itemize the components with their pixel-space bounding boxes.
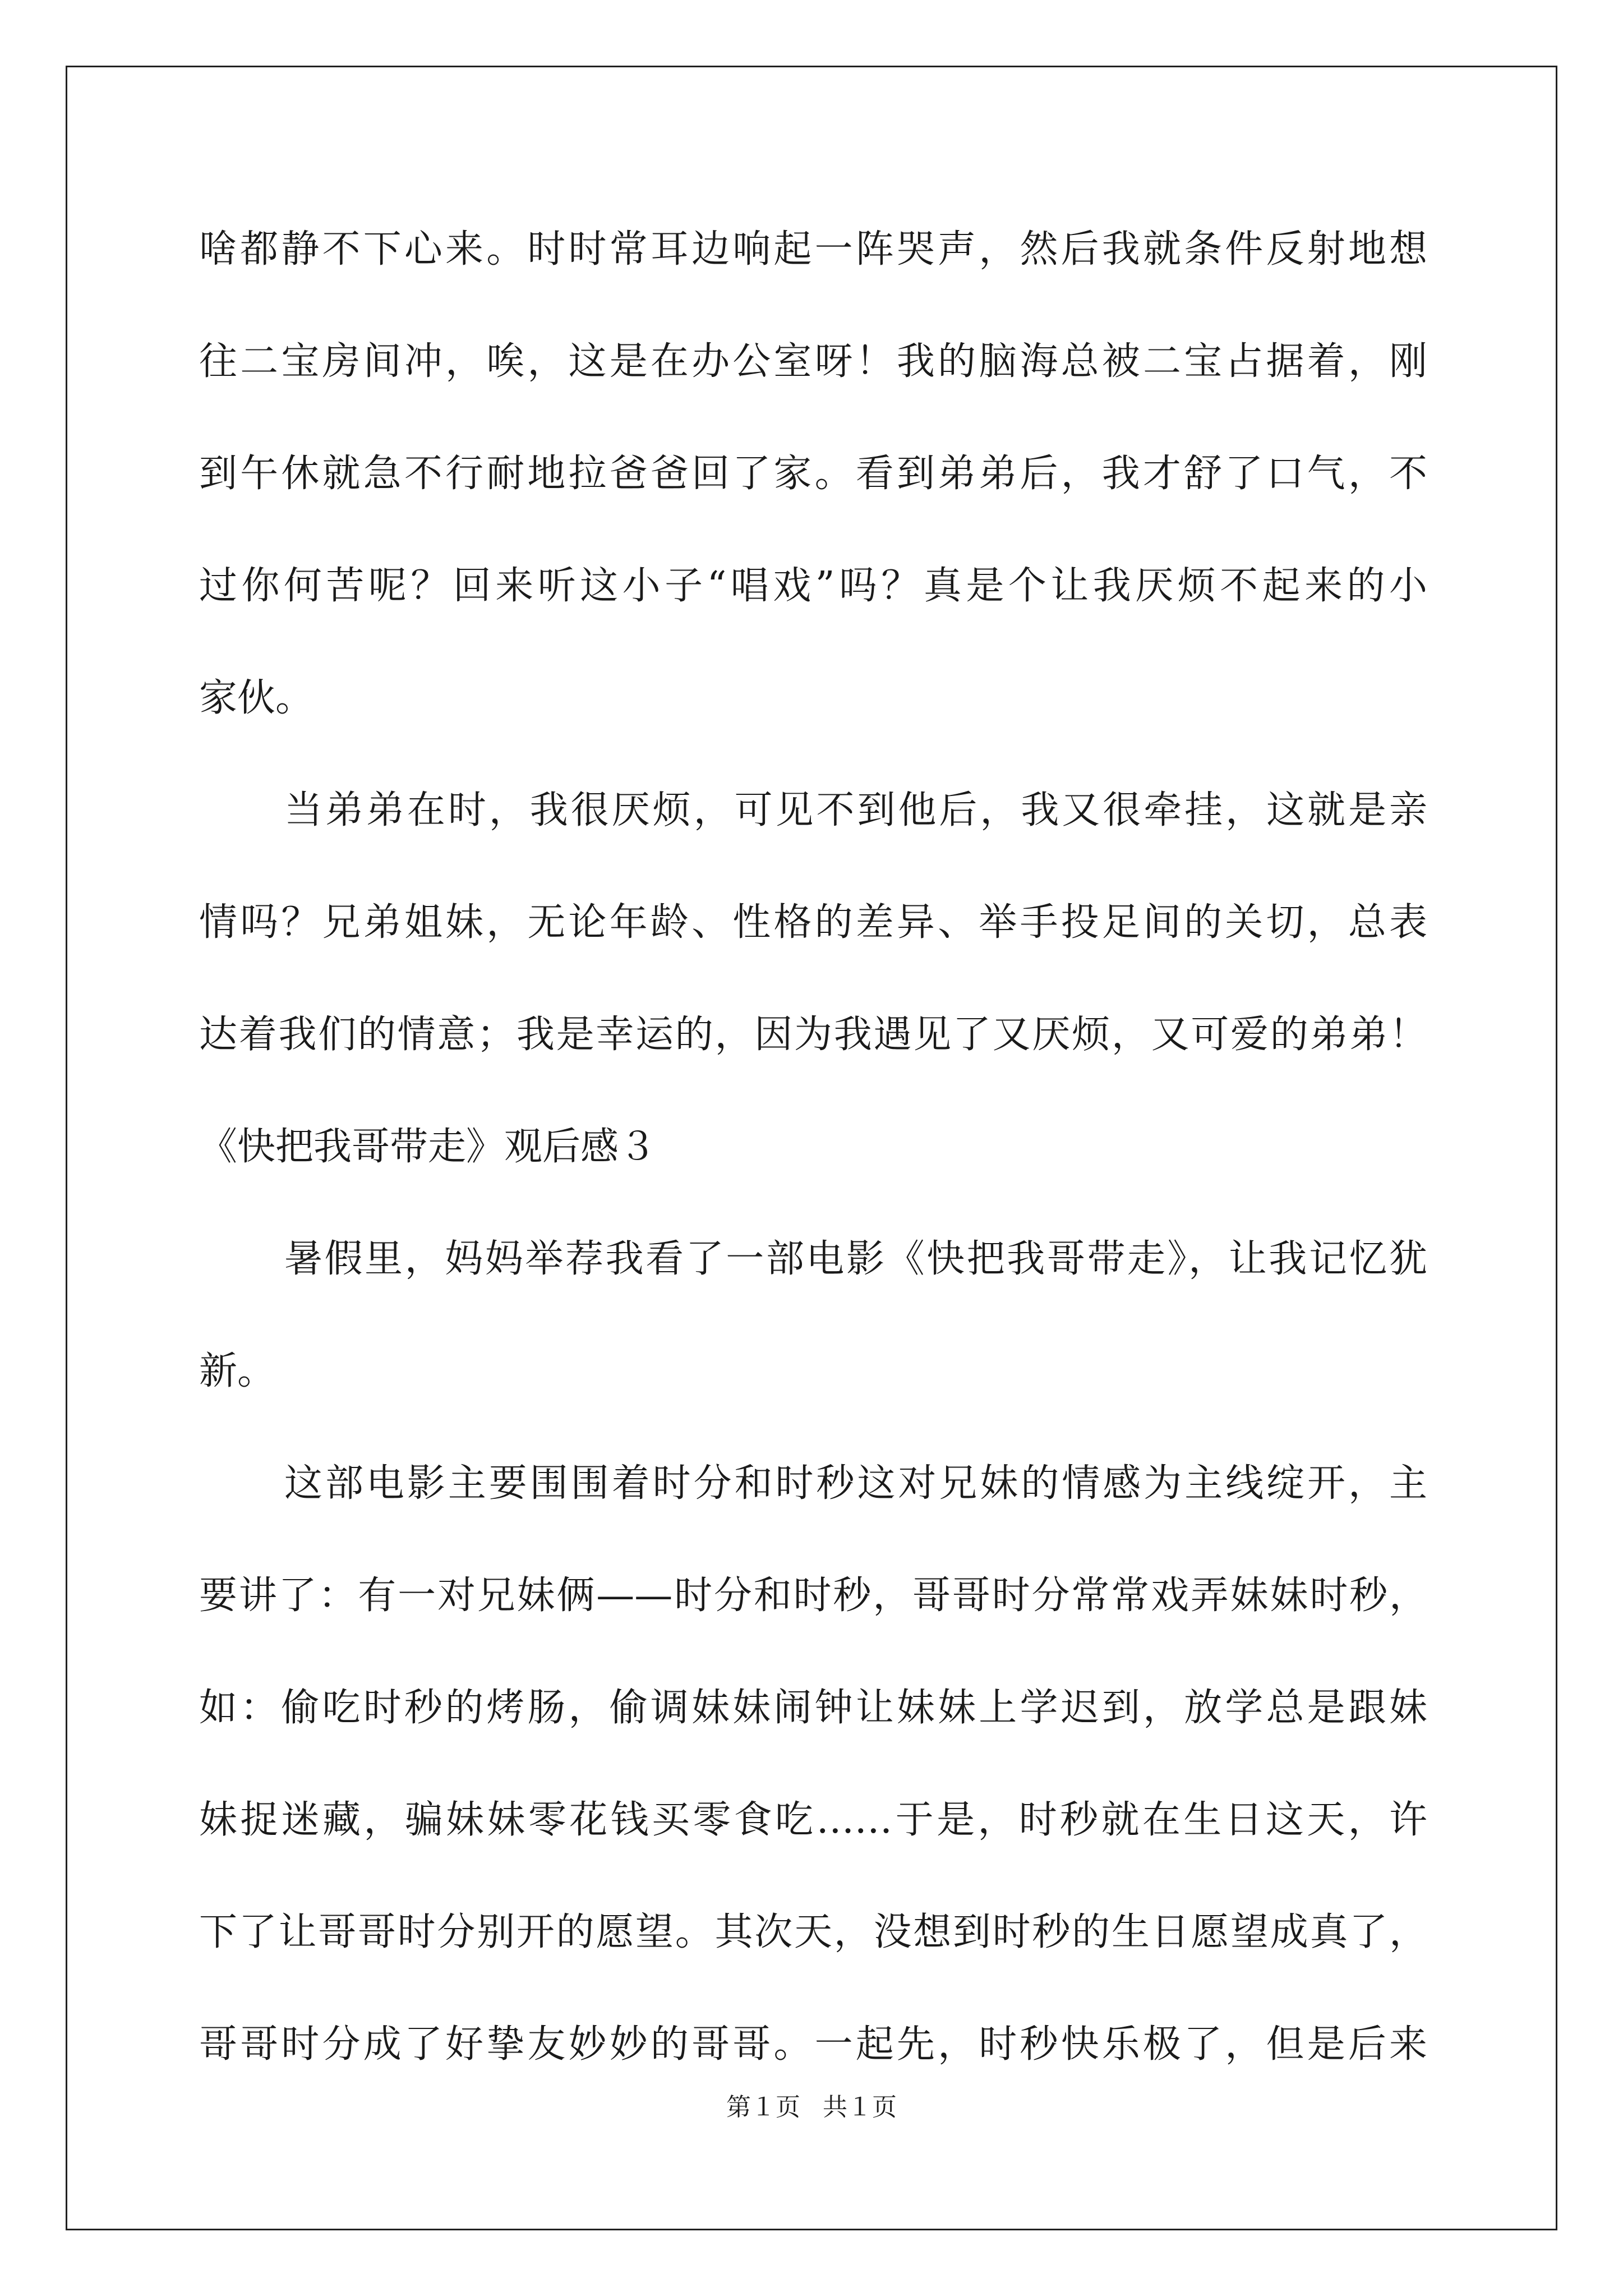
text-line: 要讲了：有一对兄妹俩——时分和时秒，哥哥时分常常戏弄妹妹时秒， [199, 1573, 1427, 1618]
text-line: 啥都静不下心来。时时常耳边响起一阵哭声，然后我就条件反射地想 [199, 227, 1427, 272]
text-line: 这部电影主要围围着时分和时秒这对兄妹的情感为主线绽开，主 [284, 1461, 1427, 1506]
page-number: 第１页 [726, 2093, 800, 2122]
page-total: 共１页 [823, 2093, 897, 2122]
text-line: 到午休就急不行耐地拉爸爸回了家。看到弟弟后，我才舒了口气，不 [199, 452, 1427, 496]
text-line: 暑假里，妈妈举荐我看了一部电影《快把我哥带走》，让我记忆犹 [284, 1237, 1427, 1281]
text-line: 新。 [199, 1349, 276, 1393]
text-line: 如：偷吃时秒的烤肠，偷调妹妹闹钟让妹妹上学迟到，放学总是跟妹 [199, 1686, 1427, 1730]
text-line: 妹捉迷藏，骗妹妹零花钱买零食吃……于是，时秒就在生日这天，许 [199, 1798, 1427, 1842]
section-heading: 《快把我哥带走》观后感３ [199, 1125, 657, 1169]
text-line: 当弟弟在时，我很厌烦，可见不到他后，我又很牵挂，这就是亲 [284, 788, 1427, 832]
text-line: 下了让哥哥时分别开的愿望。其次天，没想到时秒的生日愿望成真了， [199, 1910, 1427, 1954]
text-line: 家伙。 [199, 676, 314, 720]
text-line: 哥哥时分成了好挚友妙妙的哥哥。一起先，时秒快乐极了，但是后来 [199, 2022, 1427, 2067]
text-line: 情吗？兄弟姐妹，无论年龄、性格的差异、举手投足间的关切，总表 [199, 900, 1427, 945]
document-body [199, 208, 1427, 2115]
text-line: 往二宝房间冲，唉，这是在办公室呀！我的脑海总被二宝占据着，刚 [199, 339, 1427, 384]
text-line: 过你何苦呢？回来听这小子“唱戏”吗？真是个让我厌烦不起来的小 [199, 564, 1427, 608]
text-line: 达着我们的情意；我是幸运的，因为我遇见了又厌烦，又可爱的弟弟！ [199, 1013, 1427, 1057]
page-footer [0, 2091, 1623, 2124]
